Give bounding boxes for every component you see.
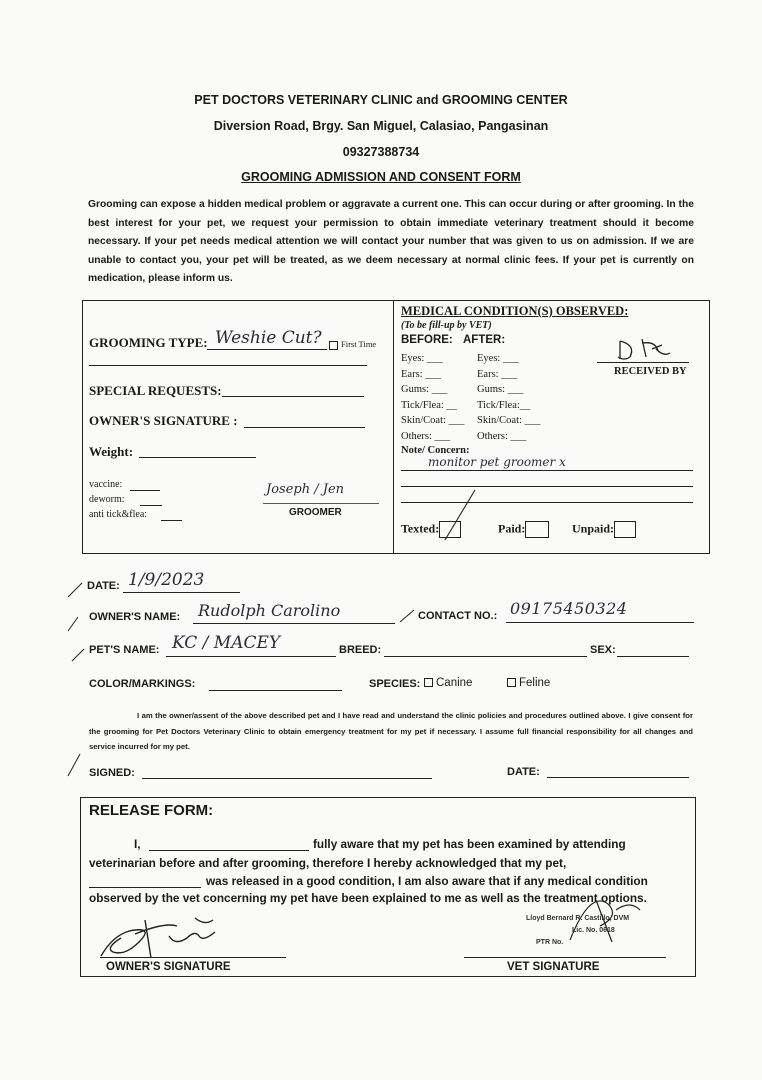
vet-signature-image bbox=[560, 880, 650, 950]
breed-field[interactable] bbox=[384, 656, 587, 657]
weight-field[interactable] bbox=[139, 457, 256, 458]
feline-checkbox[interactable]: Feline bbox=[507, 677, 550, 689]
check-marks bbox=[66, 573, 176, 693]
before-item: Gums: ___ bbox=[401, 384, 448, 395]
section-divider bbox=[393, 300, 394, 553]
vet-stamp: Lloyd Bernard R. Castillo, DVM Lic. No. 0618 PTR No. bbox=[526, 915, 630, 946]
signed-label: SIGNED: bbox=[89, 767, 135, 779]
intro-paragraph: Grooming can expose a hidden medical problem or aggravate a current one. This can occur during or after grooming. In the best interest for your pet, we request your permission to obtain immediate veterinary treatment should it become necessary. If your pet needs medical attention we will contact your number that was given to us on admission. If we are unable to contact you, your pet will be treated, as we deem necessary at normal clinic fees. If your pet is currently on medication, please inform us. bbox=[88, 199, 694, 285]
before-item: Eyes: ___ bbox=[401, 353, 443, 364]
release-pet-field[interactable] bbox=[89, 887, 201, 888]
clinic-phone: 09327388734 bbox=[342, 145, 420, 159]
groomer-label: GROOMER bbox=[289, 507, 342, 518]
vaccine-label: vaccine: bbox=[89, 479, 123, 490]
after-item: Ears: ___ bbox=[477, 368, 517, 380]
date2-label: DATE: bbox=[507, 766, 540, 778]
release-name-field[interactable] bbox=[149, 850, 309, 851]
pet-name-label: PET'S NAME: bbox=[89, 644, 160, 656]
signed-field[interactable] bbox=[142, 778, 432, 779]
after-item: Others: ___ bbox=[477, 430, 527, 442]
canine-checkbox[interactable]: Canine bbox=[424, 677, 472, 689]
weight-label: Weight: bbox=[89, 444, 134, 459]
unpaid-checkbox[interactable]: Unpaid: bbox=[572, 521, 636, 538]
paid-checkbox[interactable]: Paid: bbox=[498, 521, 549, 538]
before-item: Tick/Flea: __ bbox=[401, 399, 457, 411]
owner-name-label: OWNER'S NAME: bbox=[89, 611, 181, 623]
vet-signature-label: VET SIGNATURE bbox=[507, 961, 600, 973]
sex-label: SEX: bbox=[590, 644, 616, 656]
contact-label: CONTACT NO.: bbox=[418, 610, 498, 622]
before-item: Others: ___ bbox=[401, 430, 451, 442]
breed-label: BREED: bbox=[339, 644, 382, 656]
owner-name-value[interactable]: Rudolph Carolino bbox=[198, 601, 341, 620]
note-label: Note/ Concern: bbox=[401, 445, 470, 456]
clinic-address: Diversion Road, Brgy. San Miguel, Calasiao, Pangasinan bbox=[213, 119, 549, 133]
special-requests-label: SPECIAL REQUESTS: bbox=[89, 383, 222, 398]
date-value[interactable]: 1/9/2023 bbox=[128, 570, 205, 590]
first-time-checkbox[interactable]: First Time bbox=[329, 339, 376, 350]
release-title: RELEASE FORM: bbox=[89, 802, 214, 819]
after-item: Eyes: ___ bbox=[477, 353, 519, 364]
groomer-name: Joseph / Jen bbox=[266, 482, 345, 497]
received-signature bbox=[612, 335, 682, 365]
before-list bbox=[401, 351, 464, 444]
after-list bbox=[477, 351, 540, 444]
texted-checkbox[interactable]: Texted: bbox=[401, 521, 461, 538]
clinic-name: PET DOCTORS VETERINARY CLINIC and GROOMING CENTER bbox=[194, 93, 568, 107]
release-line-3: was released in a good condition, I am also aware that if any medical condition bbox=[206, 874, 648, 888]
after-item: Tick/Flea:__ bbox=[477, 399, 531, 411]
anti-tick-label: anti tick&flea: bbox=[89, 509, 148, 520]
special-requests-field[interactable] bbox=[222, 396, 364, 397]
release-line-2: veterinarian before and after grooming, therefore I hereby acknowledged that my pet, bbox=[89, 856, 567, 870]
received-by-label: RECEIVED BY bbox=[614, 366, 687, 377]
grooming-type-value[interactable]: Weshie Cut? bbox=[215, 328, 322, 348]
consent-paragraph: I am the owner/assent of the above described pet and I have read and understand the clinic policies and procedures outlined above. I give consent for the grooming for Pet Doctors Veterinary Clinic to obtain emergency treatment for my pet if necessary. I assume full financial responsibility for all changes and service incurred for my pet. bbox=[89, 711, 693, 751]
color-label: COLOR/MARKINGS: bbox=[89, 678, 196, 690]
contact-value[interactable]: 09175450324 bbox=[510, 599, 628, 618]
date-label: DATE: bbox=[87, 580, 120, 592]
sex-field[interactable] bbox=[617, 656, 689, 657]
deworm-label: deworm: bbox=[89, 494, 125, 505]
release-line-4: observed by the vet concerning my pet have been explained to me as well as the treatment options. bbox=[89, 891, 647, 905]
date2-field[interactable] bbox=[547, 777, 689, 778]
before-item: Skin/Coat: ___ bbox=[401, 415, 465, 426]
medical-title: MEDICAL CONDITION(S) OBSERVED: bbox=[401, 304, 629, 318]
pet-name-value[interactable]: KC / MACEY bbox=[172, 633, 281, 653]
owner-signature-label: OWNER'S SIGNATURE : bbox=[89, 413, 238, 428]
before-label: BEFORE: bbox=[401, 334, 453, 346]
after-item: Gums: ___ bbox=[477, 384, 524, 395]
checkmark-stroke bbox=[443, 488, 483, 548]
release-line-1: fully aware that my pet has been examined by attending bbox=[313, 837, 626, 851]
form-title: GROOMING ADMISSION AND CONSENT FORM bbox=[241, 170, 521, 184]
contact-tick bbox=[398, 608, 418, 624]
owner-signature-label: OWNER'S SIGNATURE bbox=[106, 961, 231, 973]
before-item: Ears: ___ bbox=[401, 368, 441, 380]
grooming-type-label: GROOMING TYPE: bbox=[89, 335, 208, 350]
medical-subtitle: (To be fill-up by VET) bbox=[401, 320, 492, 331]
note-value[interactable]: monitor pet groomer x bbox=[428, 455, 566, 469]
color-field[interactable] bbox=[209, 690, 342, 691]
species-label: SPECIES: bbox=[369, 678, 421, 690]
owner-signature-field[interactable] bbox=[244, 427, 365, 428]
after-item: Skin/Coat: ___ bbox=[477, 415, 541, 426]
release-i-label: I, bbox=[134, 837, 141, 851]
signed-tick bbox=[66, 752, 86, 778]
after-label: AFTER: bbox=[463, 334, 506, 346]
